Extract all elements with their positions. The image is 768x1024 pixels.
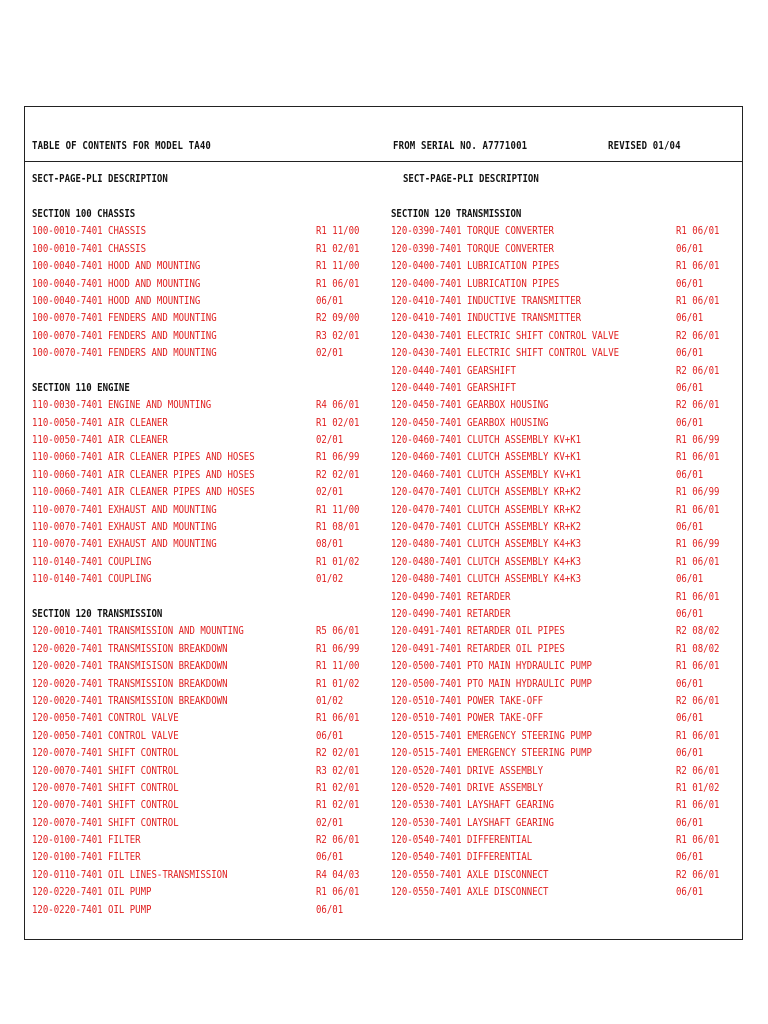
- entry-description: 120-0510-7401 POWER TAKE-OFF: [391, 693, 544, 707]
- entry-description: 100-0040-7401 HOOD AND MOUNTING: [32, 293, 201, 307]
- entry-revision: R1 02/01: [316, 798, 360, 812]
- entry-revision: 06/01: [676, 676, 704, 690]
- entry-revision: 06/01: [676, 311, 704, 325]
- entry-description: 120-0410-7401 INDUCTIVE TRANSMITTER: [391, 311, 582, 325]
- entry-revision: R1 06/01: [676, 554, 720, 568]
- entry-description: 120-0070-7401 SHIFT CONTROL: [32, 798, 179, 812]
- entry-revision: R2 06/01: [676, 398, 720, 412]
- entry-revision: R1 06/01: [676, 833, 720, 847]
- entry-description: 120-0450-7401 GEARBOX HOUSING: [391, 415, 549, 429]
- entry-description: 110-0030-7401 ENGINE AND MOUNTING: [32, 398, 212, 412]
- entry-revision: R1 08/01: [316, 520, 360, 534]
- entry-revision: R2 06/01: [676, 363, 720, 377]
- entry-description: 120-0491-7401 RETARDER OIL PIPES: [391, 624, 565, 638]
- entry-revision: 01/02: [316, 572, 344, 586]
- entry-description: 120-0550-7401 AXLE DISCONNECT: [391, 867, 549, 881]
- entry-description: 120-0470-7401 CLUTCH ASSEMBLY KR+K2: [391, 485, 582, 499]
- entry-description: 120-0010-7401 TRANSMISSION AND MOUNTING: [32, 624, 244, 638]
- entry-description: 120-0450-7401 GEARBOX HOUSING: [391, 398, 549, 412]
- entry-description: 120-0070-7401 SHIFT CONTROL: [32, 746, 179, 760]
- entry-description: 120-0070-7401 SHIFT CONTROL: [32, 815, 179, 829]
- entry-description: 100-0040-7401 HOOD AND MOUNTING: [32, 276, 201, 290]
- entry-description: 120-0491-7401 RETARDER OIL PIPES: [391, 641, 565, 655]
- entry-revision: 06/01: [676, 815, 704, 829]
- entry-revision: R1 02/01: [316, 241, 360, 255]
- entry-revision: 02/01: [316, 815, 344, 829]
- entry-revision: R1 06/01: [316, 276, 360, 290]
- entry-description: 120-0020-7401 TRANSMISSION BREAKDOWN: [32, 676, 228, 690]
- entry-description: 120-0440-7401 GEARSHIFT: [391, 380, 516, 394]
- entry-description: 100-0040-7401 HOOD AND MOUNTING: [32, 259, 201, 273]
- entry-revision: 06/01: [676, 415, 704, 429]
- entry-description: 120-0520-7401 DRIVE ASSEMBLY: [391, 763, 544, 777]
- entry-revision: R4 06/01: [316, 398, 360, 412]
- entry-revision: R1 02/01: [316, 780, 360, 794]
- entry-revision: 06/01: [676, 606, 704, 620]
- entry-description: 100-0010-7401 CHASSIS: [32, 224, 147, 238]
- entry-description: 110-0070-7401 EXHAUST AND MOUNTING: [32, 502, 217, 516]
- entry-description: 120-0400-7401 LUBRICATION PIPES: [391, 259, 560, 273]
- entry-description: 120-0220-7401 OIL PUMP: [32, 902, 152, 916]
- entry-revision: R5 06/01: [316, 624, 360, 638]
- entry-description: 120-0530-7401 LAYSHAFT GEARING: [391, 815, 554, 829]
- column-header-left: SECT-PAGE-PLI DESCRIPTION: [32, 172, 168, 185]
- entry-description: 110-0060-7401 AIR CLEANER PIPES AND HOSES: [32, 467, 255, 481]
- section-title: SECTION 100 CHASSIS: [32, 207, 136, 220]
- entry-revision: R1 06/01: [676, 728, 720, 742]
- entry-revision: R1 06/01: [676, 450, 720, 464]
- entry-description: 120-0430-7401 ELECTRIC SHIFT CONTROL VALVE: [391, 328, 620, 342]
- entry-revision: 06/01: [676, 711, 704, 725]
- entry-description: 110-0060-7401 AIR CLEANER PIPES AND HOSES: [32, 450, 255, 464]
- entry-description: 120-0020-7401 TRANSMISSION BREAKDOWN: [32, 641, 228, 655]
- entry-description: 120-0020-7401 TRANSMISSION BREAKDOWN: [32, 693, 228, 707]
- section-title: SECTION 120 TRANSMISSION: [32, 606, 163, 620]
- entry-description: 120-0480-7401 CLUTCH ASSEMBLY K4+K3: [391, 537, 582, 551]
- entry-description: 120-0530-7401 LAYSHAFT GEARING: [391, 798, 554, 812]
- entry-description: 100-0010-7401 CHASSIS: [32, 241, 147, 255]
- entry-description: 100-0070-7401 FENDERS AND MOUNTING: [32, 328, 217, 342]
- entry-revision: R2 06/01: [316, 833, 360, 847]
- entry-description: 120-0540-7401 DIFFERENTIAL: [391, 850, 533, 864]
- entry-revision: R1 01/02: [316, 676, 360, 690]
- entry-description: 110-0070-7401 EXHAUST AND MOUNTING: [32, 520, 217, 534]
- entry-revision: 06/01: [676, 850, 704, 864]
- entry-description: 120-0460-7401 CLUTCH ASSEMBLY KV+K1: [391, 433, 582, 447]
- entry-description: 120-0050-7401 CONTROL VALVE: [32, 711, 179, 725]
- entry-revision: 06/01: [676, 380, 704, 394]
- entry-revision: 06/01: [676, 885, 704, 899]
- entry-revision: 02/01: [316, 433, 344, 447]
- entry-revision: 06/01: [676, 746, 704, 760]
- entry-revision: R1 06/01: [676, 224, 720, 238]
- entry-revision: 06/01: [676, 572, 704, 586]
- entry-description: 120-0515-7401 EMERGENCY STEERING PUMP: [391, 746, 592, 760]
- section-title: SECTION 110 ENGINE: [32, 380, 130, 394]
- entry-revision: R2 02/01: [316, 746, 360, 760]
- entry-description: 120-0540-7401 DIFFERENTIAL: [391, 833, 533, 847]
- entry-revision: 06/01: [316, 293, 344, 307]
- entry-description: 120-0050-7401 CONTROL VALVE: [32, 728, 179, 742]
- entry-description: 120-0460-7401 CLUTCH ASSEMBLY KV+K1: [391, 450, 582, 464]
- entry-revision: R1 08/02: [676, 641, 720, 655]
- entry-description: 120-0100-7401 FILTER: [32, 850, 141, 864]
- entry-revision: R1 01/02: [316, 554, 360, 568]
- entry-description: 120-0020-7401 TRANSMISISON BREAKDOWN: [32, 659, 228, 673]
- entry-description: 120-0430-7401 ELECTRIC SHIFT CONTROL VALVE: [391, 346, 620, 360]
- entry-revision: 06/01: [676, 276, 704, 290]
- entry-revision: R1 06/01: [676, 659, 720, 673]
- entry-description: 120-0390-7401 TORQUE CONVERTER: [391, 224, 554, 238]
- section-title: SECTION 120 TRANSMISSION: [391, 207, 522, 220]
- entry-revision: R1 06/01: [676, 293, 720, 307]
- entry-description: 120-0550-7401 AXLE DISCONNECT: [391, 885, 549, 899]
- entry-description: 110-0060-7401 AIR CLEANER PIPES AND HOSES: [32, 485, 255, 499]
- entry-revision: R1 11/00: [316, 259, 360, 273]
- entry-revision: 01/02: [316, 693, 344, 707]
- entry-description: 120-0490-7401 RETARDER: [391, 606, 511, 620]
- entry-description: 120-0440-7401 GEARSHIFT: [391, 363, 516, 377]
- entry-description: 120-0390-7401 TORQUE CONVERTER: [391, 241, 554, 255]
- entry-revision: R2 06/01: [676, 693, 720, 707]
- entry-description: 100-0070-7401 FENDERS AND MOUNTING: [32, 346, 217, 360]
- entry-description: 120-0490-7401 RETARDER: [391, 589, 511, 603]
- entry-revision: R2 09/00: [316, 311, 360, 325]
- entry-revision: 06/01: [676, 241, 704, 255]
- document-title: TABLE OF CONTENTS FOR MODEL TA40: [32, 139, 212, 152]
- entry-description: 110-0070-7401 EXHAUST AND MOUNTING: [32, 537, 217, 551]
- entry-description: 120-0500-7401 PTO MAIN HYDRAULIC PUMP: [391, 659, 592, 673]
- entry-description: 120-0070-7401 SHIFT CONTROL: [32, 763, 179, 777]
- entry-description: 120-0220-7401 OIL PUMP: [32, 885, 152, 899]
- entry-description: 120-0520-7401 DRIVE ASSEMBLY: [391, 780, 544, 794]
- entry-revision: R1 11/00: [316, 659, 360, 673]
- header-divider: [24, 161, 743, 162]
- entry-revision: R1 06/99: [676, 433, 720, 447]
- entry-revision: R3 02/01: [316, 763, 360, 777]
- entry-revision: R1 06/99: [676, 537, 720, 551]
- entry-revision: R1 11/00: [316, 502, 360, 516]
- entry-description: 110-0140-7401 COUPLING: [32, 572, 152, 586]
- entry-revision: R1 06/99: [316, 450, 360, 464]
- entry-description: 120-0470-7401 CLUTCH ASSEMBLY KR+K2: [391, 520, 582, 534]
- entry-revision: R1 06/01: [676, 502, 720, 516]
- serial-number: FROM SERIAL NO. A7771001: [393, 139, 528, 152]
- entry-revision: R1 06/01: [676, 259, 720, 273]
- entry-description: 110-0050-7401 AIR CLEANER: [32, 415, 168, 429]
- entry-description: 120-0510-7401 POWER TAKE-OFF: [391, 711, 544, 725]
- revision-date: REVISED 01/04: [608, 139, 681, 152]
- entry-revision: R1 06/01: [676, 798, 720, 812]
- entry-revision: R2 06/01: [676, 328, 720, 342]
- entry-revision: 06/01: [676, 520, 704, 534]
- entry-revision: R1 06/01: [316, 711, 360, 725]
- entry-description: 120-0500-7401 PTO MAIN HYDRAULIC PUMP: [391, 676, 592, 690]
- entry-revision: 02/01: [316, 485, 344, 499]
- column-header-right: SECT-PAGE-PLI DESCRIPTION: [403, 172, 539, 185]
- entry-revision: R1 06/01: [676, 589, 720, 603]
- entry-revision: R1 06/01: [316, 885, 360, 899]
- entry-revision: R2 06/01: [676, 867, 720, 881]
- entry-revision: R2 06/01: [676, 763, 720, 777]
- entry-description: 100-0070-7401 FENDERS AND MOUNTING: [32, 311, 217, 325]
- entry-description: 120-0070-7401 SHIFT CONTROL: [32, 780, 179, 794]
- entry-revision: 06/01: [316, 850, 344, 864]
- entry-revision: R4 04/03: [316, 867, 360, 881]
- entry-revision: 02/01: [316, 346, 344, 360]
- entry-revision: 06/01: [676, 346, 704, 360]
- entry-description: 120-0110-7401 OIL LINES-TRANSMISSION: [32, 867, 228, 881]
- entry-description: 120-0100-7401 FILTER: [32, 833, 141, 847]
- entry-revision: R1 06/99: [676, 485, 720, 499]
- entry-description: 120-0480-7401 CLUTCH ASSEMBLY K4+K3: [391, 572, 582, 586]
- entry-revision: R1 02/01: [316, 415, 360, 429]
- entry-revision: 06/01: [316, 902, 344, 916]
- entry-description: 110-0050-7401 AIR CLEANER: [32, 433, 168, 447]
- entry-revision: R1 01/02: [676, 780, 720, 794]
- entry-description: 120-0400-7401 LUBRICATION PIPES: [391, 276, 560, 290]
- entry-description: 120-0460-7401 CLUTCH ASSEMBLY KV+K1: [391, 467, 582, 481]
- entry-revision: R3 02/01: [316, 328, 360, 342]
- entry-description: 120-0480-7401 CLUTCH ASSEMBLY K4+K3: [391, 554, 582, 568]
- entry-revision: R1 06/99: [316, 641, 360, 655]
- entry-description: 120-0410-7401 INDUCTIVE TRANSMITTER: [391, 293, 582, 307]
- entry-description: 120-0470-7401 CLUTCH ASSEMBLY KR+K2: [391, 502, 582, 516]
- entry-revision: 06/01: [676, 467, 704, 481]
- entry-description: 120-0515-7401 EMERGENCY STEERING PUMP: [391, 728, 592, 742]
- entry-revision: R2 02/01: [316, 467, 360, 481]
- entry-revision: R1 11/00: [316, 224, 360, 238]
- entry-description: 110-0140-7401 COUPLING: [32, 554, 152, 568]
- entry-revision: R2 08/02: [676, 624, 720, 638]
- entry-revision: 06/01: [316, 728, 344, 742]
- entry-revision: 08/01: [316, 537, 344, 551]
